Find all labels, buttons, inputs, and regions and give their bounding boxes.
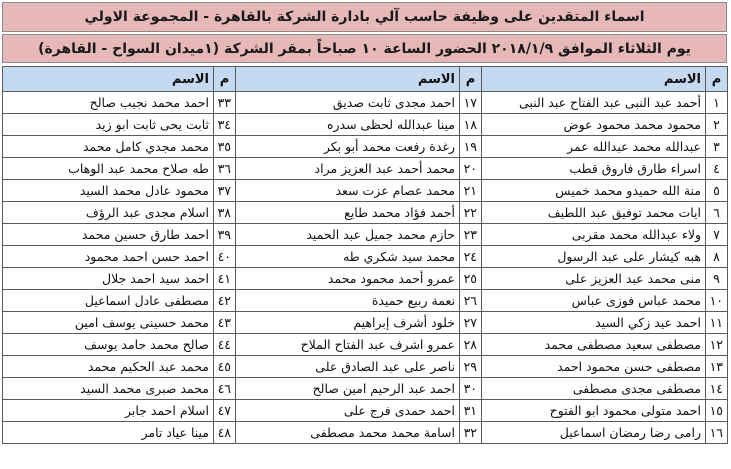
column-header-number[interactable]: م <box>214 67 236 92</box>
cell-number[interactable]: ٤٨ <box>214 422 236 444</box>
cell-number[interactable]: ٤٥ <box>214 356 236 378</box>
sheet-title: اسماء المتقدين على وظيفة حاسب آلي بادارة الشركة بالقاهرة - المجموعة الاولي <box>2 2 727 32</box>
cell-name[interactable]: ايات محمد توفيق عبد اللطيف <box>482 202 706 224</box>
applicants-table <box>2 66 728 444</box>
cell-number[interactable]: ٣٦ <box>214 158 236 180</box>
table-row <box>3 356 728 378</box>
cell-name[interactable]: محمود عادل محمد السيد <box>3 180 214 202</box>
cell-name[interactable]: احمد حمدى فرج على <box>236 400 460 422</box>
column-header-number[interactable]: م <box>460 67 482 92</box>
table-row <box>3 378 728 400</box>
cell-name[interactable]: أحمد فؤاد محمد طايع <box>236 202 460 224</box>
cell-name[interactable]: اسلام احمد جابر <box>3 400 214 422</box>
cell-number[interactable]: ٤١ <box>214 268 236 290</box>
cell-name[interactable]: محمد عبد الحكيم محمد <box>3 356 214 378</box>
cell-name[interactable]: اسامة محمد محمد مصطفى <box>236 422 460 444</box>
cell-number[interactable]: ١٧ <box>460 92 482 114</box>
table-row <box>3 158 728 180</box>
cell-number[interactable]: ١٦ <box>706 422 728 444</box>
cell-number[interactable]: ٣١ <box>460 400 482 422</box>
cell-name[interactable]: احمد مجدى ثابت صديق <box>236 92 460 114</box>
cell-number[interactable]: ٤٠ <box>214 246 236 268</box>
cell-number[interactable]: ٢٢ <box>460 202 482 224</box>
table-row <box>3 92 728 114</box>
cell-number[interactable]: ٩ <box>706 268 728 290</box>
cell-number[interactable]: ٢ <box>706 114 728 136</box>
cell-number[interactable]: ١٣ <box>706 356 728 378</box>
table-row <box>3 290 728 312</box>
cell-number[interactable]: ٢٤ <box>460 246 482 268</box>
cell-name[interactable]: طه صلاح محمد عبد الوهاب <box>3 158 214 180</box>
table-row <box>3 136 728 158</box>
cell-number[interactable]: ٤٤ <box>214 334 236 356</box>
cell-name[interactable]: رغدة رفعت محمد أبو بكر <box>236 136 460 158</box>
table-row <box>3 268 728 290</box>
cell-number[interactable]: ١١ <box>706 312 728 334</box>
column-header-number[interactable]: م <box>706 67 728 92</box>
cell-name[interactable]: محمد أحمد عبد العزيز مراد <box>236 158 460 180</box>
cell-name[interactable]: أحمد عبد النبى عبد الفتاح عبد النبى <box>482 92 706 114</box>
cell-name[interactable]: محمد مجدي كامل محمد <box>3 136 214 158</box>
cell-name[interactable]: خلود أشرف إبراهيم <box>236 312 460 334</box>
cell-number[interactable]: ١٥ <box>706 400 728 422</box>
cell-number[interactable]: ٢٣ <box>460 224 482 246</box>
table-row <box>3 312 728 334</box>
table-row <box>3 422 728 444</box>
column-header-name[interactable]: الاسم <box>3 67 214 92</box>
cell-number[interactable]: ٢٥ <box>460 268 482 290</box>
cell-name[interactable]: رامى رضا رمضان اسماعيل <box>482 422 706 444</box>
cell-name[interactable]: منى محمد عبد العزيز على <box>482 268 706 290</box>
column-header-name[interactable]: الاسم <box>482 67 706 92</box>
column-header-name[interactable]: الاسم <box>236 67 460 92</box>
table-row <box>3 180 728 202</box>
cell-number[interactable]: ٣٠ <box>460 378 482 400</box>
cell-name[interactable]: مصطفى مجدى مصطفى <box>482 378 706 400</box>
table-row <box>3 224 728 246</box>
cell-name[interactable]: صالح محمد حامد يوسف <box>3 334 214 356</box>
cell-name[interactable]: اسلام مجدى عبد الرؤف <box>3 202 214 224</box>
cell-number[interactable]: ٧ <box>706 224 728 246</box>
cell-number[interactable]: ٢١ <box>460 180 482 202</box>
cell-number[interactable]: ٣٢ <box>460 422 482 444</box>
cell-name[interactable]: عبدالله محمد عبدالله عمر <box>482 136 706 158</box>
cell-name[interactable]: مصطفى حسن محمود احمد <box>482 356 706 378</box>
cell-number[interactable]: ١ <box>706 92 728 114</box>
table-row <box>3 202 728 224</box>
table-row <box>3 246 728 268</box>
cell-name[interactable]: احمد عبد الرحيم امين صالح <box>236 378 460 400</box>
cell-name[interactable]: احمد طارق حسين محمد <box>3 224 214 246</box>
cell-name[interactable]: محمد عصام عزت سعد <box>236 180 460 202</box>
cell-name[interactable]: هبه كيشار على عبد الرسول <box>482 246 706 268</box>
cell-name[interactable]: محمد سيد شكري طه <box>236 246 460 268</box>
cell-name[interactable]: اسراء طارق فاروق قطب <box>482 158 706 180</box>
sheet-subtitle: يوم الثلاثاء الموافق ٢٠١٨/١/٩ الحضور الساعة ١٠ صباحاً بمقر الشركة (١ميدان السواح - القاهرة) <box>2 34 727 63</box>
table-row <box>3 114 728 136</box>
table-row <box>3 400 728 422</box>
cell-name[interactable]: احمد متولى محمود ابو الفتوح <box>482 400 706 422</box>
cell-number[interactable]: ١٤ <box>706 378 728 400</box>
cell-number[interactable]: ٢٧ <box>460 312 482 334</box>
cell-name[interactable]: احمد محمد نجيب صالح <box>3 92 214 114</box>
cell-number[interactable]: ٤٦ <box>214 378 236 400</box>
cell-number[interactable]: ٣٤ <box>214 114 236 136</box>
cell-number[interactable]: ٣٩ <box>214 224 236 246</box>
cell-name[interactable]: احمد عيد زكي السيد <box>482 312 706 334</box>
cell-number[interactable]: ٨ <box>706 246 728 268</box>
cell-number[interactable]: ٢٩ <box>460 356 482 378</box>
cell-name[interactable]: ثابت يحى ثابت ابو زيد <box>3 114 214 136</box>
cell-number[interactable]: ٤٢ <box>214 290 236 312</box>
cell-number[interactable]: ١٩ <box>460 136 482 158</box>
cell-number[interactable]: ٦ <box>706 202 728 224</box>
cell-name[interactable]: محمد حسينى يوسف امين <box>3 312 214 334</box>
cell-number[interactable]: ٢٨ <box>460 334 482 356</box>
cell-name[interactable]: مينا عبدالله لحظى سدره <box>236 114 460 136</box>
cell-name[interactable]: نعمة ربيع حميدة <box>236 290 460 312</box>
cell-name[interactable]: محمود محمد محمود عوض <box>482 114 706 136</box>
cell-number[interactable]: ٣٨ <box>214 202 236 224</box>
cell-number[interactable]: ٣ <box>706 136 728 158</box>
cell-number[interactable]: ٣٧ <box>214 180 236 202</box>
cell-number[interactable]: ١٠ <box>706 290 728 312</box>
cell-number[interactable]: ٣٥ <box>214 136 236 158</box>
cell-name[interactable]: ولاء عبدالله محمد مقربى <box>482 224 706 246</box>
cell-number[interactable]: ٣٣ <box>214 92 236 114</box>
cell-name[interactable]: مصطفى سعيد مصطفى محمد <box>482 334 706 356</box>
cell-number[interactable]: ٢٦ <box>460 290 482 312</box>
cell-name[interactable]: محمد صبرى محمد السيد <box>3 378 214 400</box>
cell-number[interactable]: ٥ <box>706 180 728 202</box>
cell-name[interactable]: عمرو أحمد محمود محمد <box>236 268 460 290</box>
cell-name[interactable]: مصطفى عادل اسماعيل <box>3 290 214 312</box>
cell-name[interactable]: عمرو اشرف عبد الفتاح الملاح <box>236 334 460 356</box>
cell-name[interactable]: محمد عباس فوزى عباس <box>482 290 706 312</box>
cell-number[interactable]: ٢٠ <box>460 158 482 180</box>
cell-number[interactable]: ٤٧ <box>214 400 236 422</box>
cell-name[interactable]: احمد حسن احمد محمود <box>3 246 214 268</box>
cell-name[interactable]: حازم محمد جميل عبد الحميد <box>236 224 460 246</box>
table-header-row <box>3 67 728 92</box>
cell-number[interactable]: ١٨ <box>460 114 482 136</box>
cell-number[interactable]: ١٢ <box>706 334 728 356</box>
table-row <box>3 334 728 356</box>
cell-name[interactable]: احمد سيد احمد جلال <box>3 268 214 290</box>
cell-name[interactable]: ناصر على عبد الصادق على <box>236 356 460 378</box>
cell-name[interactable]: مينا عياد تامر <box>3 422 214 444</box>
cell-number[interactable]: ٤ <box>706 158 728 180</box>
cell-number[interactable]: ٤٣ <box>214 312 236 334</box>
cell-name[interactable]: منة الله حميدو محمد خميس <box>482 180 706 202</box>
